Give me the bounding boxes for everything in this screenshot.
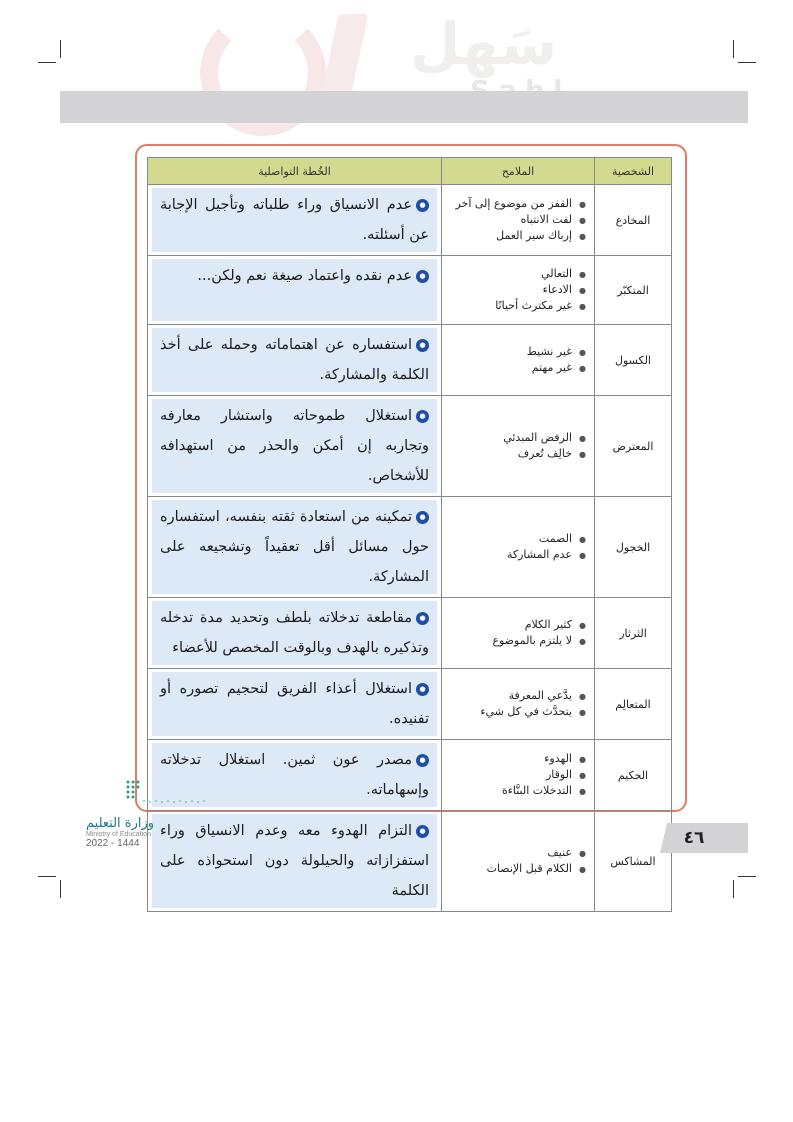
crop-mark [733, 40, 734, 58]
traits-list [442, 266, 594, 314]
traits-list [442, 531, 594, 563]
plan-answer [152, 500, 437, 594]
plan-text: استفساره عن اهتماماته وحمله على أخذ الكلمة والمشاركة. [160, 337, 429, 383]
plan-answer [152, 672, 437, 736]
trait-item: ● عدم المشاركة [442, 547, 586, 563]
traits-cell [442, 497, 595, 598]
communication-plan-table [147, 157, 672, 912]
traits-list [442, 617, 594, 649]
crop-mark [738, 876, 756, 877]
plan-answer [152, 601, 437, 665]
plan-answer [152, 399, 437, 493]
ministry-logo [86, 816, 206, 849]
header-traits: الملامح [442, 158, 595, 185]
trait-item: ● الكلام قبل الإنصات [442, 861, 586, 877]
trait-item: ● عنيف [442, 845, 586, 861]
crop-mark [733, 880, 734, 898]
plan-cell [148, 497, 442, 598]
trait-item: ● غير مكترث أحيانًا [442, 298, 586, 314]
plan-text: مقاطعة تدخلاته بلطف وتحديد مدة تدخله وتذكيره بالهدف وبالوقت المخصص للأعضاء [160, 610, 429, 656]
traits-cell [442, 396, 595, 497]
plan-text: تمكينه من استعادة ثقته بنفسه، استفساره حول مسائل أقل تعقيداً وتشجيعه على المشاركة. [160, 509, 429, 585]
personality-cell: المعترض [595, 396, 672, 497]
trait-item: ● الادعاء [442, 282, 586, 298]
table-row [148, 669, 672, 740]
answer-marker-icon: ● [416, 825, 429, 838]
header-plan: الخُطة التواصلية [148, 158, 442, 185]
personality-cell: المخادع [595, 185, 672, 256]
personality-cell: الحكيم [595, 740, 672, 811]
plan-answer [152, 328, 437, 392]
personality-cell: الثرثار [595, 598, 672, 669]
traits-list [442, 196, 594, 244]
plan-text: مصدر عون ثمين. استغلال تدخلاته وإسهاماته. [160, 752, 429, 798]
table-row [148, 325, 672, 396]
answer-marker-icon: ● [416, 410, 429, 423]
answer-marker-icon: ● [416, 270, 429, 283]
ministry-name-ar: وزارة التعليم [86, 816, 155, 831]
trait-item: ● غير نشيط [442, 344, 586, 360]
crop-mark [38, 876, 56, 877]
traits-cell [442, 811, 595, 912]
plan-cell [148, 669, 442, 740]
traits-list [442, 688, 594, 720]
table-row [148, 185, 672, 256]
table-row [148, 740, 672, 811]
answer-marker-icon: ● [416, 199, 429, 212]
traits-list [442, 344, 594, 376]
personality-cell: المشاكس [595, 811, 672, 912]
table-row [148, 811, 672, 912]
trait-item: ● التعالي [442, 266, 586, 282]
trait-item: ● يدَّعي المعرفة [442, 688, 586, 704]
traits-list [442, 845, 594, 877]
trait-item: ● كثير الكلام [442, 617, 586, 633]
traits-list [442, 751, 594, 799]
plan-cell [148, 598, 442, 669]
trait-item: ● لفت الانتباه [442, 212, 586, 228]
answer-marker-icon: ● [416, 339, 429, 352]
table-row [148, 396, 672, 497]
answer-marker-icon: ● [416, 683, 429, 696]
plan-cell [148, 325, 442, 396]
trait-item: ● خالِف تُعرف [442, 446, 586, 462]
personality-cell: المتعالِم [595, 669, 672, 740]
crop-mark [60, 40, 61, 58]
page-number: ٤٦ [683, 828, 705, 848]
trait-item: ● الرفض المبدئي [442, 430, 586, 446]
traits-cell [442, 669, 595, 740]
edition-year: 2022 - 1444 [86, 838, 140, 849]
ministry-name-en: Ministry of Education [86, 831, 151, 838]
crop-mark [60, 880, 61, 898]
header-personality: الشخصية [595, 158, 672, 185]
plan-text: التزام الهدوء معه وعدم الانسياق وراء استفزازاته والحيلولة دون استحواذه على الكلمة [160, 823, 429, 899]
table-row [148, 256, 672, 325]
trait-item: ● إرباك سير العمل [442, 228, 586, 244]
trait-item: ● الوقار [442, 767, 586, 783]
plan-text: عدم الانسياق وراء طلباته وتأجيل الإجابة عن أسئلته. [160, 197, 429, 243]
header-band [60, 91, 748, 123]
watermark-shape [321, 14, 368, 94]
crop-mark [738, 62, 756, 63]
personality-cell: المتكبّر [595, 256, 672, 325]
trait-item: ● غير مهتم [442, 360, 586, 376]
watermark-arabic: سَهل [410, 10, 558, 78]
traits-list [442, 430, 594, 462]
traits-cell [442, 740, 595, 811]
personality-cell: الكسول [595, 325, 672, 396]
plan-cell [148, 185, 442, 256]
traits-cell [442, 598, 595, 669]
traits-cell [442, 185, 595, 256]
personality-cell: الخجول [595, 497, 672, 598]
trait-item: ● الهدوء [442, 751, 586, 767]
table-header-row [148, 158, 672, 185]
plan-answer [152, 259, 437, 321]
table-row [148, 598, 672, 669]
plan-text: استغلال أعذاء الفريق لتحجيم تصوره أو تفنيده. [160, 681, 429, 727]
plan-text: عدم نقده واعتماد صيغة نعم ولكن... [197, 268, 412, 284]
plan-text: استغلال طموحاته واستشار معارفه وتجاربه إن أمكن والحذر من استهدافه للأشخاص. [160, 408, 429, 484]
traits-cell [442, 325, 595, 396]
answer-marker-icon: ● [416, 612, 429, 625]
trait-item: ● الصمت [442, 531, 586, 547]
answer-marker-icon: ● [416, 511, 429, 524]
trait-item: ● القفز من موضوع إلى آخر [442, 196, 586, 212]
plan-cell [148, 396, 442, 497]
plan-cell [148, 256, 442, 325]
table-row [148, 497, 672, 598]
ministry-logo-dots [126, 779, 206, 805]
traits-cell [442, 256, 595, 325]
answer-marker-icon: ● [416, 754, 429, 767]
plan-answer [152, 188, 437, 252]
trait-item: ● لا يلتزم بالموضوع [442, 633, 586, 649]
trait-item: ● يتحدَّث في كل شيء [442, 704, 586, 720]
crop-mark [38, 62, 56, 63]
trait-item: ● التدخلات البنَّاءة [442, 783, 586, 799]
